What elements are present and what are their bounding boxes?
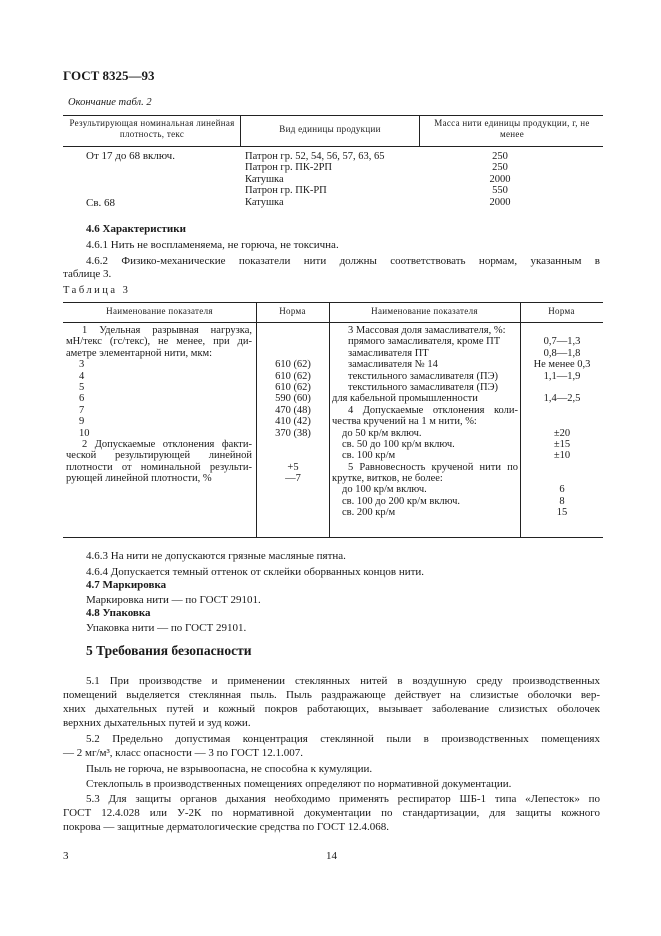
table3-right-value: ±10 bbox=[553, 450, 571, 462]
table3-left-label: 2 Допускаемые отклонения факти- bbox=[82, 438, 252, 450]
table3-right-label: чества кручений на 1 м нити, %: bbox=[332, 416, 477, 428]
table3-left-label: 3 bbox=[79, 359, 85, 371]
table2-mass: 250 bbox=[492, 162, 508, 174]
table3-left-value: 610 (62) bbox=[275, 370, 311, 382]
table3-left-label: 10 bbox=[79, 427, 90, 439]
table2-mass: 250 bbox=[492, 151, 508, 162]
table3-right-value bbox=[521, 382, 603, 393]
table2-density-2: Св. 68 bbox=[86, 197, 116, 209]
table3-left-value: 470 (48) bbox=[275, 404, 311, 416]
table3-right-label: св. 200 кр/м bbox=[342, 507, 396, 519]
paragraph-5-1: помещений выделяется стеклянная пыль. Пыль раздражающе действует на слизистые оболочки вер- bbox=[63, 689, 600, 701]
section-4-7-title: 4.7 Маркировка bbox=[86, 579, 167, 591]
paragraph-4-6-4: 4.6.4 Допускается темный оттенок от склейки оборванных концов нити. bbox=[86, 566, 425, 578]
table3-left-label: ческой результирующей линейной bbox=[66, 450, 252, 462]
table3-left-label: мН/текс (гс/текс), не менее, при ди- bbox=[66, 336, 252, 348]
table3-left-label: 9 bbox=[79, 416, 85, 428]
table3-col-name-right: Наименование показателя bbox=[371, 306, 478, 316]
table3-left-label: плотности от номинальной результи- bbox=[66, 461, 252, 473]
page-number: 14 bbox=[326, 850, 337, 862]
table3-right-label: 4 Допускаемые отклонения коли- bbox=[348, 404, 518, 416]
table3-right-value: Не менее 0,3 bbox=[533, 359, 591, 371]
table3-right-label: прямого замасливателя, кроме ПТ bbox=[348, 336, 501, 348]
table3-right-value: 15 bbox=[556, 507, 568, 519]
table3-col-norm-left: Норма bbox=[279, 306, 306, 316]
table3-right-label: до 100 кр/м включ. bbox=[342, 484, 427, 496]
table3-left-value bbox=[258, 325, 328, 336]
paragraph-4-7: Маркировка нити — по ГОСТ 29101. bbox=[86, 594, 261, 606]
table2-mass: 2000 bbox=[489, 173, 511, 185]
paragraph-4-6-3: 4.6.3 На нити не допускаются грязные масляные пятна. bbox=[86, 550, 346, 562]
table3-right-label: 5 Равновесность крученой нити по bbox=[348, 461, 518, 473]
table3-right-value: ±20 bbox=[553, 427, 571, 439]
table3-right-value: 8 bbox=[559, 495, 565, 507]
table3-right-value: 6 bbox=[559, 484, 565, 496]
table2-product: Патрон гр. ПК-РП bbox=[245, 185, 327, 197]
footer-left-number: 3 bbox=[63, 850, 69, 862]
table3-col-name-left: Наименование показателя bbox=[106, 306, 213, 316]
paragraph-4-6-2-line1: 4.6.2 Физико-механические показатели нити должны соответствовать нормам, указанным в bbox=[86, 255, 600, 267]
standard-header: ГОСТ 8325—93 bbox=[63, 68, 155, 83]
table3-right-label: крутке, витков, не более: bbox=[332, 473, 443, 485]
table3-right-value bbox=[521, 473, 603, 484]
table3-left-label: 6 bbox=[79, 393, 85, 405]
table3-left-label: рующей линейной плотности, % bbox=[66, 473, 212, 485]
table3-right-label: св. 100 кр/м bbox=[342, 450, 396, 462]
section-5-title: 5 Требования безопасности bbox=[86, 643, 252, 658]
table3-right-value bbox=[521, 325, 603, 336]
table3-left-value bbox=[258, 348, 328, 359]
table3-right-value: 0,7—1,3 bbox=[543, 336, 581, 348]
table3-left-label: 5 bbox=[79, 381, 85, 393]
table3-left-value: 590 (60) bbox=[275, 393, 311, 405]
paragraph-5-1: хних дыхательных путей и кожный покров работающих, вызывает заболевание слизистых оболочек bbox=[63, 703, 600, 715]
table3-right-label: текстильного замасливателя (ПЭ) bbox=[348, 381, 498, 393]
table2-density-1: От 17 до 68 включ. bbox=[86, 150, 175, 162]
table3-right-label: замасливателя № 14 bbox=[348, 359, 438, 371]
paragraph-dust: Пыль не горюча, не взрывоопасна, не способна к кумуляции. bbox=[86, 763, 373, 775]
table3-right-label: св. 100 до 200 кр/м включ. bbox=[342, 495, 461, 507]
table3-left-value: 370 (38) bbox=[275, 427, 311, 439]
table2-col-product: Вид единицы продукции bbox=[279, 124, 381, 134]
table3-col-norm-right: Норма bbox=[548, 306, 575, 316]
paragraph-5-1: 5.1 При производстве и применении стеклянных нитей в воздушную среду производственных bbox=[86, 675, 600, 687]
section-4-8-title: 4.8 Упаковка bbox=[86, 607, 151, 619]
table3-left-label: аметре элементарной нити, мкм: bbox=[66, 347, 213, 359]
paragraph-5-2: 5.2 Предельно допустимая концентрация стеклянной пыли в производственных помещениях bbox=[86, 733, 600, 745]
table3-right-label: до 50 кр/м включ. bbox=[342, 427, 422, 439]
table3-left-value: 610 (62) bbox=[275, 381, 311, 393]
table2-caption: Окончание табл. 2 bbox=[68, 97, 152, 108]
paragraph-5-3: покрова — защитные дерматологические средства по ГОСТ 12.4.068. bbox=[63, 821, 390, 833]
paragraph-5-3: 5.3 Для защиты органов дыхания необходимо применять респиратор ШБ-1 типа «Лепесток» по bbox=[86, 793, 600, 805]
table2-mass: 2000 bbox=[489, 196, 511, 208]
table3-left-value: 410 (42) bbox=[275, 416, 311, 428]
paragraph-4-6-2-line2: таблице 3. bbox=[63, 268, 112, 280]
table3-left-label: 1 Удельная разрывная нагрузка, bbox=[82, 325, 252, 336]
table3-right-value bbox=[521, 462, 603, 473]
table2-product: Катушка bbox=[245, 173, 284, 185]
table3-right-value: 1,4—2,5 bbox=[543, 393, 581, 405]
table3-right-label: замасливателя ПТ bbox=[348, 347, 429, 359]
table3-left-value: +5 bbox=[287, 461, 299, 473]
table3-left-value: —7 bbox=[285, 473, 301, 485]
table3-left-label: 7 bbox=[79, 404, 85, 416]
paragraph-5-1: верхних дыхательных путей и зуд кожи. bbox=[63, 717, 251, 729]
paragraph-5-3: ГОСТ 12.4.028 или У-2К по нормативной документации по стандартизации, для защиты кожного bbox=[63, 807, 600, 819]
table3-right-label: для кабельной промышленности bbox=[332, 393, 478, 405]
paragraph-4-6-1: 4.6.1 Нить не воспламеняема, не горюча, не токсична. bbox=[86, 239, 339, 251]
table3-left-value bbox=[258, 336, 328, 347]
table2-product: Патрон гр. ПК-2РП bbox=[245, 162, 332, 174]
table3-right-label: текстильного замасливателя (ПЭ) bbox=[348, 370, 498, 382]
table3-left-value bbox=[258, 450, 328, 461]
section-4-6-title: 4.6 Характеристики bbox=[86, 223, 186, 235]
table2-col-mass: Масса нити единицы продукции, г, не менее bbox=[434, 118, 590, 139]
table3-right-value bbox=[521, 405, 603, 416]
table3-left-value bbox=[258, 439, 328, 450]
table2-col-density: Результирующая номинальная линейная плотность, текс bbox=[69, 118, 235, 139]
table3-right-value bbox=[521, 416, 603, 427]
table3-left-value: 610 (62) bbox=[275, 359, 311, 371]
table3-right-value: 1,1—1,9 bbox=[543, 370, 581, 382]
table3-right-value: 0,8—1,8 bbox=[543, 347, 581, 359]
paragraph-glass-dust: Стеклопыль в производственных помещениях определяют по нормативной документации. bbox=[86, 778, 512, 790]
table3-right-label: св. 50 до 100 кр/м включ. bbox=[342, 438, 455, 450]
paragraph-4-8: Упаковка нити — по ГОСТ 29101. bbox=[86, 622, 247, 634]
table3-right-label: 3 Массовая доля замасливателя, %: bbox=[348, 325, 506, 336]
table3-right-value: ±15 bbox=[553, 438, 571, 450]
table3-caption: Таблица 3 bbox=[63, 285, 131, 296]
table2-product: Патрон гр. 52, 54, 56, 57, 63, 65 bbox=[245, 151, 385, 162]
table2-mass: 550 bbox=[492, 185, 508, 197]
paragraph-5-2: — 2 мг/м³, класс опасности — 3 по ГОСТ 12.1.007. bbox=[63, 747, 304, 759]
table3-left-label: 4 bbox=[79, 370, 85, 382]
table2-product: Катушка bbox=[245, 196, 284, 208]
